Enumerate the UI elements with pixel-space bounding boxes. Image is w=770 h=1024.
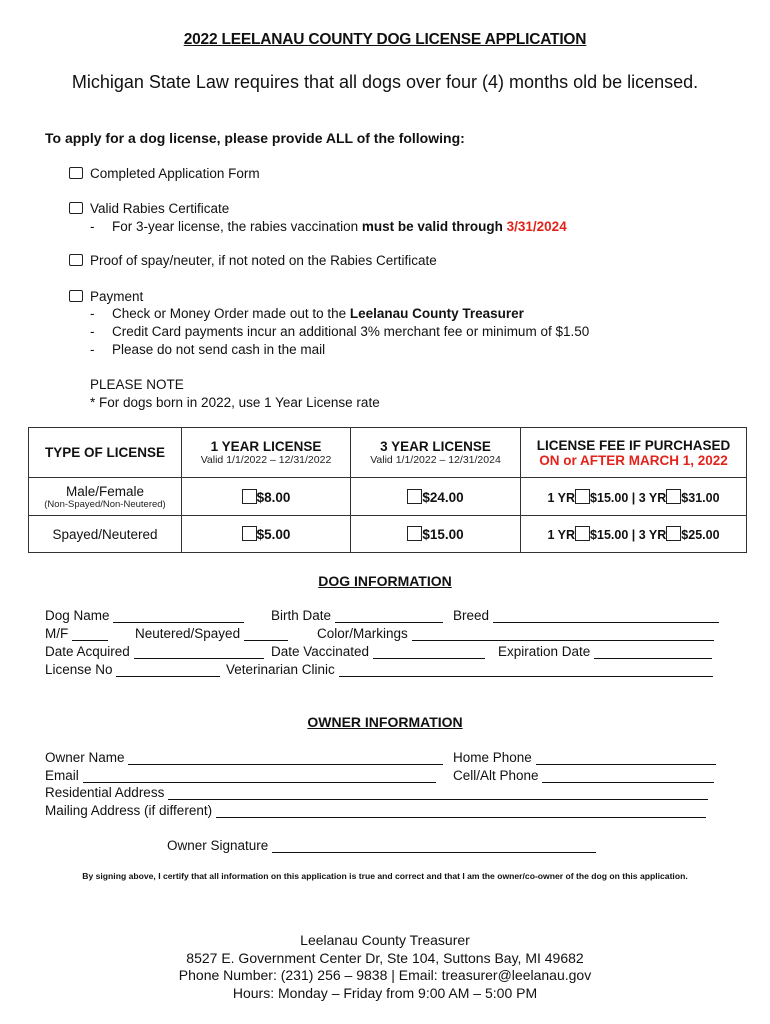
date-acquired-field: Date Acquired: [45, 644, 264, 659]
breed-field: Breed: [453, 608, 719, 623]
checkbox[interactable]: [242, 526, 257, 541]
birth-date-field: Birth Date: [271, 608, 443, 623]
dog-name-input[interactable]: [113, 609, 244, 623]
neutered-input[interactable]: [244, 627, 288, 641]
dog-name-field: Dog Name: [45, 608, 244, 623]
breed-input[interactable]: [493, 609, 719, 623]
requirement-spay-neuter: Proof of spay/neuter, if not noted on the Rabies Certificate: [69, 253, 437, 268]
header-3yr: 3 YEAR LICENSE Valid 1/1/2022 – 12/31/2024: [351, 428, 521, 478]
mailing-input[interactable]: [216, 804, 706, 818]
payment-sub-item: - Credit Card payments incur an additional 3% merchant fee or minimum of $1.50: [90, 324, 590, 339]
fee-table: [28, 427, 747, 553]
fee-1yr-cell: $8.00: [182, 478, 351, 516]
checkbox[interactable]: [666, 489, 681, 504]
vet-clinic-input[interactable]: [339, 663, 713, 677]
checkbox[interactable]: [575, 526, 590, 541]
payment-sub-item: - Check or Money Order made out to the Leelanau County Treasurer: [90, 306, 524, 321]
date-vaccinated-input[interactable]: [373, 645, 485, 659]
birth-date-input[interactable]: [335, 609, 443, 623]
signature-field: Owner Signature: [167, 838, 596, 853]
residential-input[interactable]: [168, 786, 708, 800]
home-phone-input[interactable]: [536, 751, 716, 765]
certify-statement: By signing above, I certify that all information on this application is true and correct and that I am the owner/co-owner of the dog on this application.: [82, 871, 688, 881]
requirement-rabies: Valid Rabies Certificate: [69, 201, 229, 216]
subtitle: Michigan State Law requires that all dogs over four (4) months old be licensed.: [71, 72, 699, 92]
owner-name-input[interactable]: [128, 751, 443, 765]
color-input[interactable]: [412, 627, 714, 641]
footer-address: Leelanau County Treasurer 8527 E. Government Center Dr, Ste 104, Suttons Bay, MI 49682 Phone Number: (231) 256 – 9838 | Email: treasurer@leelanau.gov Hours: Monday – Friday from 9:00 AM – 5:00 PM: [178, 932, 592, 1001]
header-1yr: 1 YEAR LICENSE Valid 1/1/2022 – 12/31/2022: [182, 428, 351, 478]
mf-input[interactable]: [72, 627, 108, 641]
requirement-payment: Payment: [69, 289, 143, 304]
dog-info-heading: DOG INFORMATION: [318, 573, 452, 589]
neutered-field: Neutered/Spayed: [135, 626, 288, 641]
signature-input[interactable]: [272, 839, 596, 853]
header-type: TYPE OF LICENSE: [29, 428, 182, 478]
fee-1yr-cell: $5.00: [182, 516, 351, 553]
fee-3yr-cell: $24.00: [351, 478, 521, 516]
row-type: Male/Female (Non-Spayed/Non-Neutered): [29, 478, 182, 516]
checkbox[interactable]: [666, 526, 681, 541]
home-phone-field: Home Phone: [453, 750, 716, 765]
date-vaccinated-field: Date Vaccinated: [271, 644, 485, 659]
mailing-field: Mailing Address (if different): [45, 803, 706, 818]
owner-name-field: Owner Name: [45, 750, 443, 765]
checkbox[interactable]: [407, 526, 422, 541]
email-field: Email: [45, 768, 436, 783]
expiration-field: Expiration Date: [498, 644, 712, 659]
vet-clinic-field: Veterinarian Clinic: [226, 662, 713, 677]
note-text: * For dogs born in 2022, use 1 Year License rate: [90, 395, 380, 410]
table-row: [29, 516, 747, 553]
row-type: Spayed/Neutered: [29, 516, 182, 553]
requirement-application-form: Completed Application Form: [69, 166, 260, 181]
cell-phone-field: Cell/Alt Phone: [453, 768, 714, 783]
page-title: 2022 LEELANAU COUNTY DOG LICENSE APPLICATION: [183, 31, 587, 48]
rabies-sub-item: - For 3-year license, the rabies vaccination must be valid through 3/31/2024: [90, 219, 567, 234]
apply-heading: To apply for a dog license, please provide ALL of the following:: [45, 130, 465, 146]
checkbox[interactable]: [69, 290, 83, 302]
late-fee-cell: 1 YR $15.00 | 3 YR $31.00: [521, 478, 747, 516]
note-heading: PLEASE NOTE: [90, 377, 184, 392]
license-no-field: License No: [45, 662, 220, 677]
owner-info-heading: OWNER INFORMATION: [307, 714, 463, 730]
table-row: [29, 478, 747, 516]
checkbox[interactable]: [69, 254, 83, 266]
expiration-input[interactable]: [594, 645, 712, 659]
checkbox[interactable]: [69, 167, 83, 179]
checkbox[interactable]: [575, 489, 590, 504]
email-input[interactable]: [83, 769, 436, 783]
table-header-row: [29, 428, 747, 478]
checkbox[interactable]: [242, 489, 257, 504]
fee-3yr-cell: $15.00: [351, 516, 521, 553]
license-no-input[interactable]: [116, 663, 220, 677]
residential-field: Residential Address: [45, 785, 708, 800]
header-late-fee: LICENSE FEE IF PURCHASED ON or AFTER MARCH 1, 2022: [521, 428, 747, 478]
color-field: Color/Markings: [317, 626, 714, 641]
checkbox[interactable]: [69, 202, 83, 214]
checkbox[interactable]: [407, 489, 422, 504]
mf-field: M/F: [45, 626, 108, 641]
cell-phone-input[interactable]: [542, 769, 714, 783]
date-acquired-input[interactable]: [134, 645, 264, 659]
late-fee-cell: 1 YR $15.00 | 3 YR $25.00: [521, 516, 747, 553]
payment-sub-item: - Please do not send cash in the mail: [90, 342, 326, 357]
